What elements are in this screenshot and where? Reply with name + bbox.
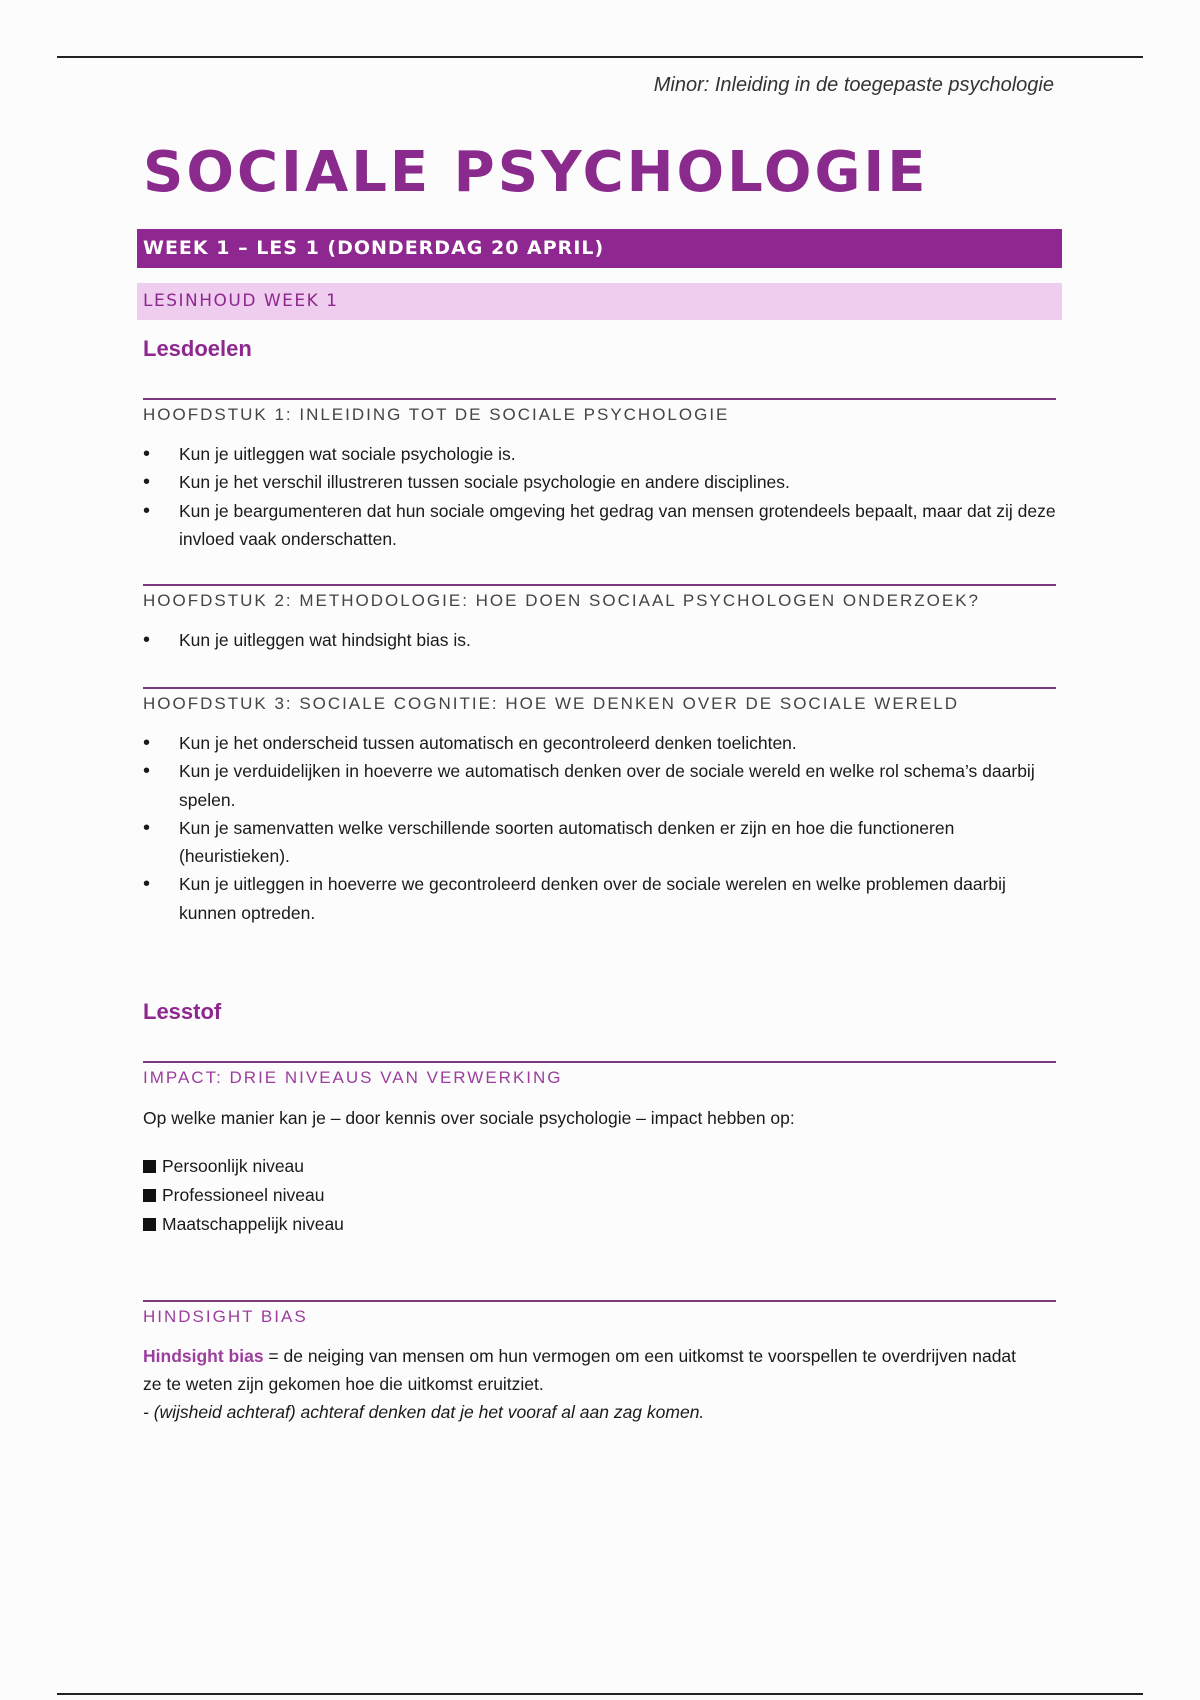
list-item: • Kun je uitleggen in hoeverre we gecontroleerd denken over de sociale werelen en welke problemen daarbij kunnen optreden. [143, 870, 1063, 927]
hindsight-definition [143, 1342, 1023, 1426]
top-rule [57, 56, 1143, 58]
section-rule [143, 1061, 1056, 1063]
impact-intro: Op welke manier kan je – door kennis over sociale psychologie – impact hebben op: [143, 1108, 795, 1128]
chapter-3-goals [143, 729, 1063, 927]
hindsight-definition-text: = de neiging van mensen om hun vermogen om een uitkomst te voorspellen te overdrijven nadat ze te weten zijn gekomen hoe die uitkomst eruitziet. [143, 1346, 1017, 1394]
week-bar: WEEK 1 – LES 1 (DONDERDAG 20 APRIL) [137, 229, 1062, 268]
list-item: Maatschappelijk niveau [143, 1210, 344, 1239]
section-rule [143, 1300, 1056, 1302]
list-item: • Kun je verduidelijken in hoeverre we automatisch denken over de sociale wereld en welke rol schema’s daarbij spelen. [143, 757, 1063, 814]
lesdoelen-heading: Lesdoelen [143, 336, 252, 361]
list-item: • Kun je beargumenteren dat hun sociale omgeving het gedrag van mensen grotendeels bepaalt, maar dat zij deze invloed vaak onderschatten. [143, 497, 1063, 554]
section-rule [143, 584, 1056, 586]
content-bar: LESINHOUD WEEK 1 [137, 283, 1062, 320]
list-item: • Kun je uitleggen wat sociale psychologie is. [143, 440, 1063, 468]
chapter-1-goals [143, 440, 1063, 553]
impact-title: IMPACT: DRIE NIVEAUS VAN VERWERKING [143, 1068, 563, 1087]
list-item: • Kun je het onderscheid tussen automatisch en gecontroleerd denken toelichten. [143, 729, 1063, 757]
list-item: • Kun je samenvatten welke verschillende soorten automatisch denken er zijn en hoe die functioneren (heuristieken). [143, 814, 1063, 871]
chapter-2-title: HOOFDSTUK 2: METHODOLOGIE: HOE DOEN SOCIAAL PSYCHOLOGEN ONDERZOEK? [143, 591, 980, 610]
hindsight-title: HINDSIGHT BIAS [143, 1307, 308, 1326]
list-item: Persoonlijk niveau [143, 1152, 344, 1181]
section-rule [143, 398, 1056, 400]
impact-levels [143, 1152, 344, 1239]
hindsight-note: - (wijsheid achteraf) achteraf denken dat je het vooraf al aan zag komen. [143, 1402, 705, 1422]
list-item: Professioneel niveau [143, 1181, 344, 1210]
chapter-1-title: HOOFDSTUK 1: INLEIDING TOT DE SOCIALE PSYCHOLOGIE [143, 405, 730, 424]
bottom-rule [57, 1693, 1143, 1695]
course-header: Minor: Inleiding in de toegepaste psychologie [653, 74, 1054, 96]
square-bullet-icon [143, 1218, 156, 1231]
page-title: SOCIALE PSYCHOLOGIE [143, 140, 929, 205]
section-rule [143, 687, 1056, 689]
list-item: • Kun je uitleggen wat hindsight bias is. [143, 626, 1063, 654]
chapter-3-title: HOOFDSTUK 3: SOCIALE COGNITIE: HOE WE DENKEN OVER DE SOCIALE WERELD [143, 694, 960, 713]
list-item: • Kun je het verschil illustreren tussen sociale psychologie en andere disciplines. [143, 468, 1063, 496]
square-bullet-icon [143, 1189, 156, 1202]
square-bullet-icon [143, 1160, 156, 1173]
lesstof-heading: Lesstof [143, 999, 222, 1024]
hindsight-term: Hindsight bias [143, 1346, 264, 1366]
chapter-2-goals [143, 626, 1063, 654]
